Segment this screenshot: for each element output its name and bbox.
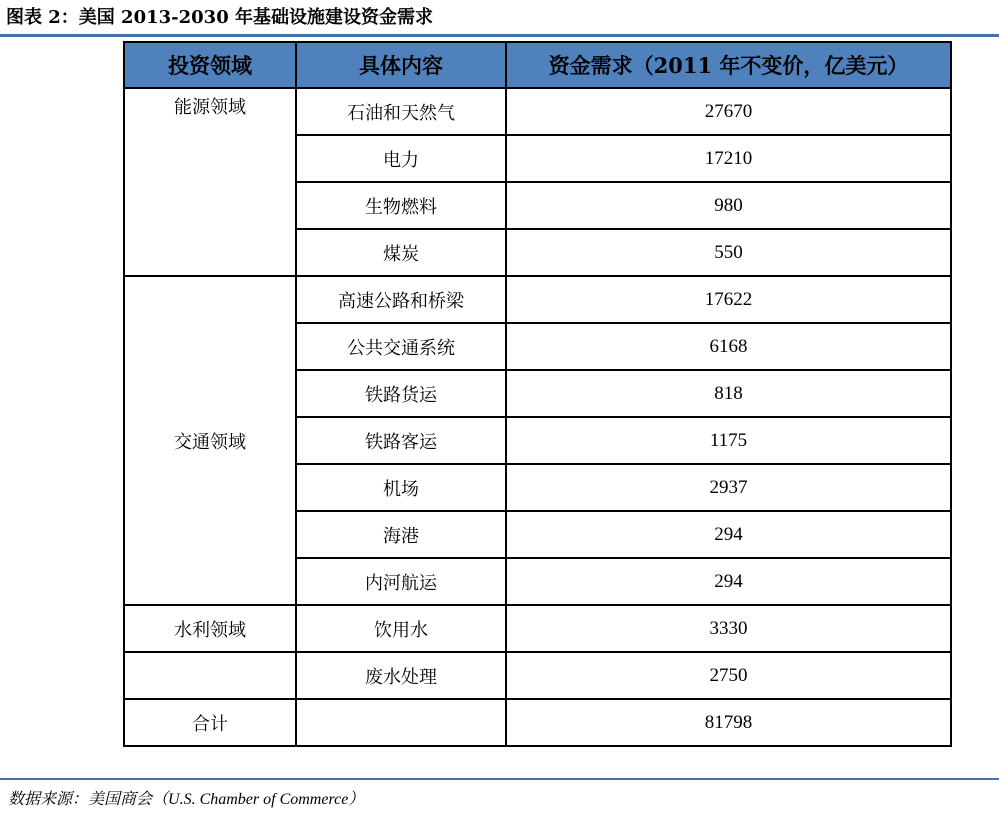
total-value: 81798 xyxy=(506,699,951,746)
item-cell: 铁路货运 xyxy=(296,370,506,417)
item-cell: 公共交通系统 xyxy=(296,323,506,370)
value-cell: 6168 xyxy=(506,323,951,370)
item-cell: 机场 xyxy=(296,464,506,511)
value-cell: 294 xyxy=(506,511,951,558)
infrastructure-funding-table xyxy=(123,41,952,747)
header-investment-domain: 投资领域 xyxy=(124,42,296,88)
table-row xyxy=(124,276,951,323)
table-total-row xyxy=(124,699,951,746)
value-cell: 294 xyxy=(506,558,951,605)
item-cell: 电力 xyxy=(296,135,506,182)
value-cell: 2937 xyxy=(506,464,951,511)
table-header-row xyxy=(124,42,951,88)
total-empty xyxy=(296,699,506,746)
value-cell: 818 xyxy=(506,370,951,417)
source-note xyxy=(8,786,364,809)
item-cell: 高速公路和桥梁 xyxy=(296,276,506,323)
domain-transport: 交通领域 xyxy=(124,276,296,605)
item-cell: 铁路客运 xyxy=(296,417,506,464)
value-cell: 3330 xyxy=(506,605,951,652)
value-cell: 550 xyxy=(506,229,951,276)
figure-title: 图表 2：美国 2013-2030 年基础设施建设资金需求 xyxy=(6,7,433,28)
value-cell: 17622 xyxy=(506,276,951,323)
domain-empty xyxy=(124,652,296,699)
item-cell: 海港 xyxy=(296,511,506,558)
item-cell: 内河航运 xyxy=(296,558,506,605)
item-cell: 石油和天然气 xyxy=(296,88,506,135)
value-cell: 2750 xyxy=(506,652,951,699)
domain-water: 水利领域 xyxy=(124,605,296,652)
domain-energy: 能源领域 xyxy=(124,88,296,276)
table-row xyxy=(124,88,951,135)
total-label: 合计 xyxy=(124,699,296,746)
value-cell: 27670 xyxy=(506,88,951,135)
table-row xyxy=(124,652,951,699)
source-suffix: ） xyxy=(348,789,365,808)
source-prefix: 数据来源：美国商会（ xyxy=(8,789,169,808)
value-cell: 17210 xyxy=(506,135,951,182)
title-divider xyxy=(0,34,999,37)
value-cell: 1175 xyxy=(506,417,951,464)
item-cell: 生物燃料 xyxy=(296,182,506,229)
value-cell: 980 xyxy=(506,182,951,229)
header-funding-demand: 资金需求（2011 年不变价，亿美元） xyxy=(506,42,951,88)
item-cell: 废水处理 xyxy=(296,652,506,699)
bottom-divider xyxy=(0,778,999,780)
item-cell: 饮用水 xyxy=(296,605,506,652)
item-cell: 煤炭 xyxy=(296,229,506,276)
table-row xyxy=(124,605,951,652)
source-name: U.S. Chamber of Commerce xyxy=(168,791,349,808)
header-specific-content: 具体内容 xyxy=(296,42,506,88)
